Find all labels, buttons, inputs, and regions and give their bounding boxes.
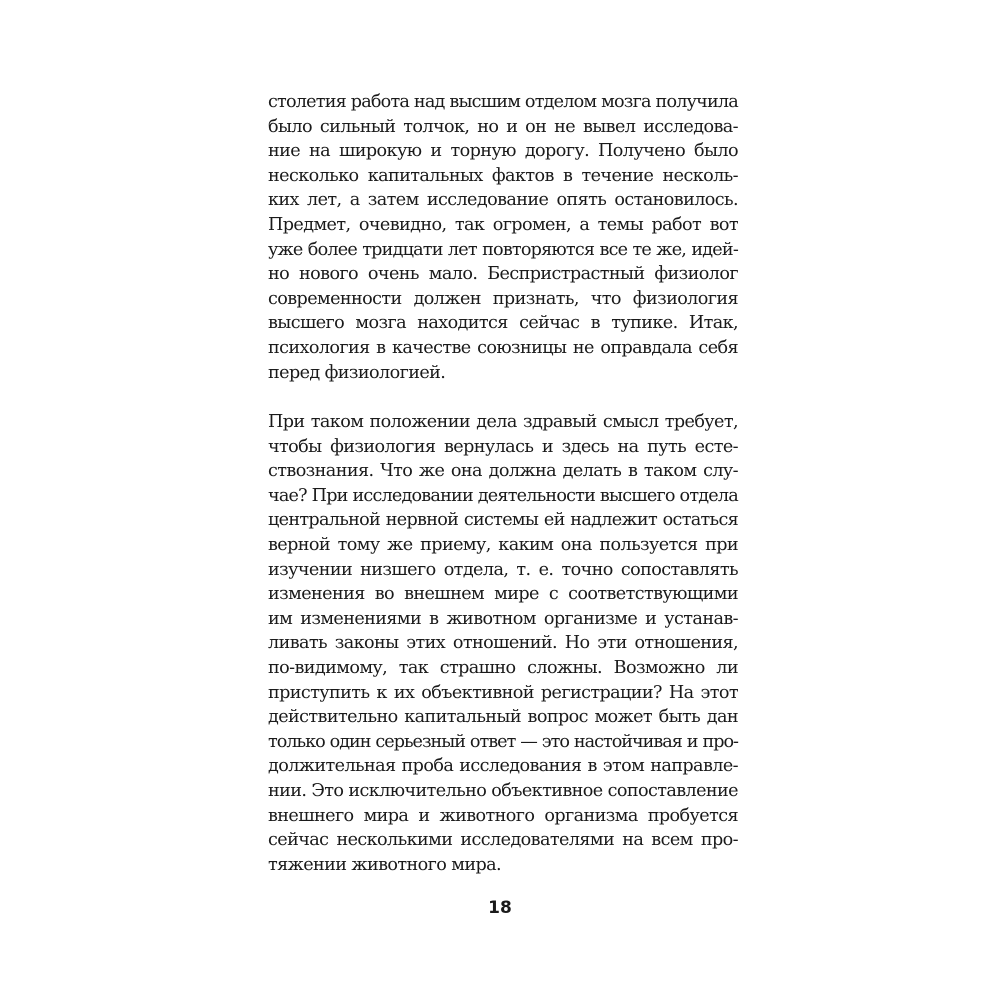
text-line: изучении низшего отдела, т. е. точно сопоставлять — [268, 559, 738, 580]
text-line: психология в качестве союзницы не оправдала себя — [268, 337, 738, 358]
paragraph-2 — [268, 410, 738, 877]
text-line: было сильный толчок, но и он не вывел исследова- — [268, 116, 738, 137]
text-line: современности должен признать, что физиология — [268, 288, 738, 309]
text-line: тяжении животного мира. — [268, 854, 502, 875]
text-line: высшего мозга находится сейчас в тупике. Итак, — [268, 313, 738, 334]
text-line: При таком положении дела здравый смысл требует, — [268, 412, 738, 432]
text-line: столетия работа над высшим отделом мозга получила — [268, 92, 738, 112]
text-line: изменения во внешнем мире с соответствующими — [268, 584, 738, 605]
text-line: нии. Это исключительно объективное сопоставление — [268, 780, 738, 801]
text-line: только один серьезный ответ — это настойчивая и про- — [268, 731, 738, 752]
paragraph-1 — [268, 90, 738, 385]
text-line: чтобы физиология вернулась и здесь на путь есте- — [268, 436, 738, 457]
text-line: приступить к их объективной регистрации? На этот — [268, 682, 738, 703]
text-line: Предмет, очевидно, так огромен, а темы работ вот — [268, 214, 738, 235]
text-line: сейчас несколькими исследователями на всем про- — [268, 830, 738, 851]
text-line: перед физиологией. — [268, 362, 446, 383]
text-line: внешнего мира и животного организма пробуется — [268, 805, 738, 826]
text-line: ких лет, а затем исследование опять остановилось. — [268, 190, 738, 211]
text-line: верной тому же приему, каким она пользуется при — [268, 534, 738, 555]
text-line: по-видимому, так страшно сложны. Возможно ли — [268, 657, 738, 678]
text-line: уже более тридцати лет повторяются все те же, идей- — [268, 239, 738, 260]
page-number: 18 — [488, 898, 512, 918]
text-line: ствознания. Что же она должна делать в таком слу- — [268, 461, 738, 482]
text-line: ние на широкую и торную дорогу. Получено было — [268, 141, 738, 162]
text-line: действительно капитальный вопрос может быть дан — [268, 707, 738, 728]
text-line: им изменениями в животном организме и устанав- — [268, 608, 738, 629]
text-line: но нового очень мало. Беспристрастный физиолог — [268, 264, 738, 285]
text-line: ливать законы этих отношений. Но эти отношения, — [268, 633, 738, 654]
text-line: чае? При исследовании деятельности высшего отдела — [268, 485, 738, 506]
text-line: должительная проба исследования в этом направле- — [268, 756, 738, 777]
text-line: несколько капитальных фактов в течение несколь- — [268, 165, 738, 186]
text-line: центральной нервной системы ей надлежит остаться — [268, 510, 738, 531]
